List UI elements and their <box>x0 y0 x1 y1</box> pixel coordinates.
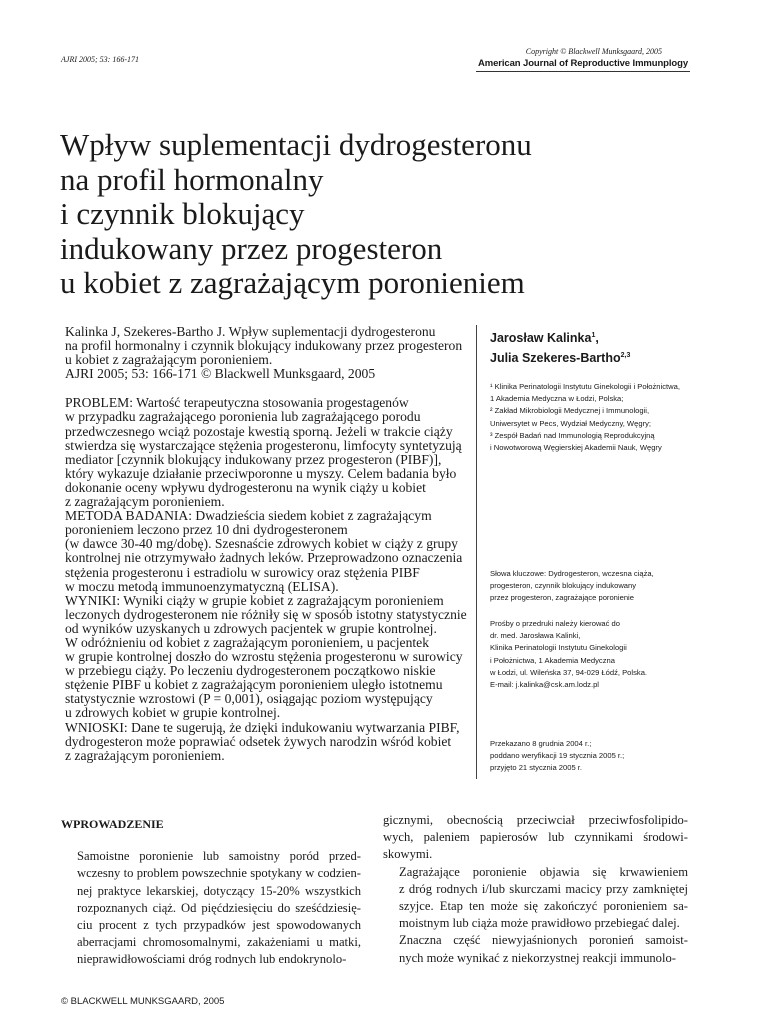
affiliation-line: i Nowotworową Węgierskiej Akademii Nauk, Węgry <box>490 443 662 453</box>
abstract <box>65 325 465 763</box>
abstract-line: leczonych dydrogesteronem nie różniły się w sposób istotny statystycznie <box>65 606 467 622</box>
text-line: skowymi. <box>383 847 433 862</box>
abstract-line: u zdrowych kobiet w grupie kontrolnej. <box>65 705 281 721</box>
received-dates <box>490 738 710 775</box>
abstract-line: stężenia progesteronu i estradiolu w surowicy oraz stężenia PIBF <box>65 564 420 580</box>
text-line: gicznymi, obecnością przeciwciał przeciwfosfolipido- <box>383 813 688 827</box>
text-line: wych, paleniem papierosów lub czynnikami środowi- <box>383 830 688 845</box>
copyright-notice: Copyright © Blackwell Munksgaard, 2005 <box>525 47 662 56</box>
abstract-line: w przebiegu ciąży. Po leczeniu dydrogesteronem początkowo niskie <box>65 663 436 679</box>
text-line: Znaczna część niewyjaśnionych poronień samoist- <box>399 933 688 948</box>
reprint-line: Klinika Perinatologii Instytutu Ginekologii <box>490 643 627 653</box>
abstract-reference-line: na profil hormonalny i czynnik blokujący indukowany przez progesteron <box>65 338 463 354</box>
abstract-line: z zagrażającym poronieniem. <box>65 494 225 510</box>
title-line: i czynnik blokujący <box>60 196 305 231</box>
article-title <box>60 128 700 301</box>
abstract-reference <box>65 325 465 381</box>
column-divider <box>476 325 477 779</box>
intro-paragraph-1 <box>61 848 361 968</box>
abstract-line: przedwczesnego wciąż pozostaje kwestią sporną. Jeżeli w trakcie ciąży <box>65 423 453 439</box>
abstract-line: kontrolnej nie otrzymywało żadnych leków. Przeprowadzono oznaczenia <box>65 550 463 566</box>
abstract-line: poronieniem leczono przez 10 dni dydrogesteronem <box>65 522 348 538</box>
abstract-line: WNIOSKI: Dane te sugerują, że dzięki indukowaniu wytwarzania PIBF, <box>65 719 460 735</box>
reprint-line: Prośby o przedruki należy kierować do <box>490 619 620 628</box>
reprint-line: E-mail: j.kalinka@csk.am.lodz.pl <box>490 680 599 690</box>
author-2: Julia Szekeres-Bartho$^{2,3}$ <box>490 351 631 366</box>
text-line: szyjce. Etap ten może się zakończyć poronieniem sa- <box>399 899 688 914</box>
keywords <box>490 568 710 605</box>
affiliations <box>490 381 710 454</box>
abstract-line: W odróżnieniu od kobiet z zagrażającym poronieniem, u pacjentek <box>65 634 429 650</box>
abstract-line: (w dawce 30-40 mg/dobę). Szesnaście zdrowych kobiet w ciąży z grupy <box>65 536 458 552</box>
text-line: nej praktyce lekarskiej, dotyczący 15-20% wszystkich <box>77 883 361 898</box>
section-heading: WPROWADZENIE <box>61 817 164 831</box>
abstract-line: z zagrażającym poronieniem. <box>65 747 225 763</box>
abstract-line: stwierdza się wystarczające stężenia progesteronu, limfocyty syntetyzują <box>65 437 462 453</box>
keywords-line: przez progesteron, zagrażające poronienie <box>490 593 634 603</box>
text-line: moistnym lub ciąża może prawidłowo przebiegać dalej. <box>399 916 680 931</box>
abstract-reference-line: Kalinka J, Szekeres-Bartho J. Wpływ suplementacji dydrogesteronu <box>65 324 436 339</box>
title-line: indukowany przez progesteron <box>60 230 443 266</box>
reprint-line: i Położnictwa, 1 Akademia Medyczna <box>490 655 615 665</box>
text-line: aberracjami chromosomalnymi, zakażeniami u matki, <box>77 935 361 950</box>
title-line: u kobiet z zagrażającym poronieniem <box>60 265 525 300</box>
abstract-line: METODA BADANIA: Dwadzieścia siedem kobiet z zagrażającym <box>65 508 432 524</box>
received-line: przyjęto 21 stycznia 2005 r. <box>490 763 583 773</box>
text-line: Zagrażające poronienie objawia się krwawieniem <box>399 864 688 879</box>
citation: AJRI 2005; 53: 166-171 <box>61 55 139 64</box>
title-line: Wpływ suplementacji dydrogesteronu <box>60 127 532 162</box>
reprint-requests <box>490 618 710 691</box>
abstract-line: WYNIKI: Wyniki ciąży w grupie kobiet z zagrażającym poronieniem <box>65 592 444 608</box>
text-line: wczesny to problem powszechnie spotykany w codzien- <box>77 866 361 881</box>
author-1: Jarosław Kalinka$^1$, <box>490 331 599 346</box>
abstract-line: od wyników uzyskanych u zdrowych pacjentek w grupie kontrolnej. <box>65 620 437 636</box>
affiliation-line: 1 Akademia Medyczna w Łodzi, Polska; <box>490 394 624 404</box>
affiliation-line: Uniwersytet w Pecs, Wydział Medyczny, Węgry; <box>490 418 651 428</box>
keywords-line: Słowa kluczowe: Dydrogesteron, wczesna ciąża, <box>490 569 654 578</box>
abstract-line: w przypadku zagrażającego poronienia lub zagrażającego porodu <box>65 409 421 425</box>
author-list <box>490 327 630 367</box>
title-line: na profil hormonalny <box>60 161 324 197</box>
abstract-line: który wykazuje działanie przeciwporonne u myszy. Celem badania było <box>65 465 457 481</box>
abstract-line: stężenie PIBF u kobiet z zagrażającym poronieniem uległo istotnemu <box>65 677 443 693</box>
abstract-reference-line: AJRI 2005; 53: 166-171 © Blackwell Munksgaard, 2005 <box>65 366 376 382</box>
intro-paragraph-1-cont <box>383 812 688 864</box>
text-line: z dróg rodnych i/lub skurczami macicy przy zamkniętej <box>399 881 688 896</box>
text-line: nieprawidłowościami dróg rodnych lub endokrynolo- <box>77 952 347 967</box>
intro-left-column <box>61 816 361 969</box>
abstract-line: statystycznie wzrostowi (P = 0,001), osiągając poziom występujący <box>65 691 433 707</box>
abstract-line: w grupie kontrolnej doszło do wzrostu stężenia progesteronu w surowicy <box>65 649 463 665</box>
intro-right-column <box>383 812 688 967</box>
reprint-line: dr. med. Jarosława Kalinki, <box>490 631 581 641</box>
abstract-line: dokonanie oceny wpływu dydrogesteronu na wynik ciąży u kobiet <box>65 479 426 495</box>
footer-copyright: © BLACKWELL MUNKSGAARD, 2005 <box>61 996 225 1007</box>
keywords-line: progesteron, czynnik blokujący indukowany <box>490 581 637 591</box>
intro-paragraph-2 <box>383 864 688 933</box>
abstract-reference-line: u kobiet z zagrażającym poronieniem. <box>65 352 273 368</box>
intro-paragraph-3 <box>383 932 688 966</box>
affiliation-line: ² Zakład Mikrobiologii Medycznej i Immunologii, <box>490 406 650 416</box>
text-line: Samoistne poronienie lub samoistny poród przed- <box>77 849 361 864</box>
text-line: nych może wynikać z niekorzystnej reakcji immunolo- <box>399 950 676 965</box>
text-line: rozpoznanych ciąż. Od pięćdziesięciu do sześćdziesię- <box>77 900 361 915</box>
text-line: ciu procent z tych przypadków jest spowodowanych <box>77 918 361 933</box>
abstract-line: dydrogesteron może poprawiać odsetek żywych narodzin wśród kobiet <box>65 733 452 749</box>
header-rule <box>476 71 690 72</box>
received-line: Przekazano 8 grudnia 2004 r.; <box>490 739 592 748</box>
abstract-line: w moczu metodą immunoenzymatyczną (ELISA). <box>65 578 339 594</box>
affiliation-line: ¹ Klinika Perinatologii Instytutu Ginekologii i Położnictwa, <box>490 382 680 391</box>
journal-name: American Journal of Reproductive Immunplogy <box>477 58 688 69</box>
affiliation-line: ³ Zespół Badań nad Immunologią Reprodukcyjną <box>490 430 655 440</box>
abstract-body <box>65 396 465 762</box>
abstract-line: PROBLEM: Wartość terapeutyczna stosowania progestagenów <box>65 395 409 411</box>
reprint-line: w Łodzi, ul. Wileńska 37, 94-029 Łódź, Polska. <box>490 667 648 677</box>
abstract-line: mediator [czynnik blokujący indukowany przez progesteron (PIBF)], <box>65 451 442 467</box>
received-line: poddano weryfikacji 19 stycznia 2005 r.; <box>490 751 625 761</box>
